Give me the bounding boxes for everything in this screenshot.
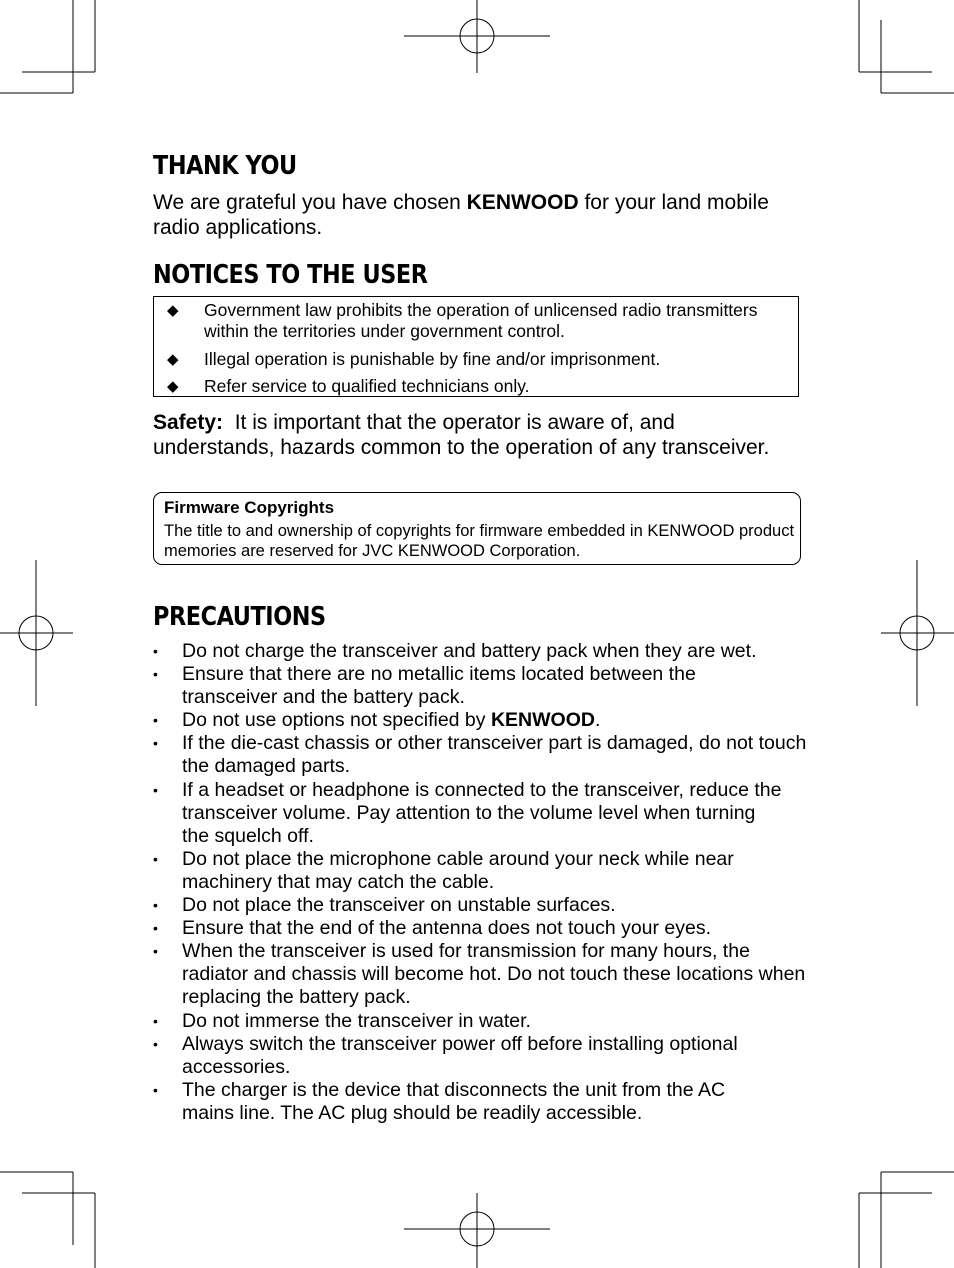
bullet-icon: • [153, 943, 158, 960]
bullet-icon: • [153, 850, 158, 867]
firmware-copyrights-box [153, 492, 801, 565]
list-item: • Do not place the transceiver on unstable surfaces. [153, 894, 616, 917]
bullet-icon: • [153, 1081, 158, 1098]
list-item: • Ensure that the end of the antenna does not touch your eyes. [153, 917, 712, 940]
list-item: • If the die-cast chassis or other transceiver part is damaged, do not touch the damaged parts. [153, 732, 807, 778]
thank-you-text: We are grateful you have chosen KENWOOD for your land mobile radio applications. [153, 191, 769, 239]
bullet-icon: • [153, 897, 158, 914]
notices-heading: NOTICES TO THE USER [153, 260, 428, 290]
bullet-icon: • [153, 666, 158, 683]
list-item: • Do not place the microphone cable around your neck while near machinery that may catch the cable. [153, 847, 734, 893]
list-item: • The charger is the device that disconnects the unit from the AC mains line. The AC plug should be readily accessible. [153, 1078, 726, 1124]
diamond-bullet-icon: ◆ [167, 302, 179, 319]
bullet-icon: • [153, 712, 158, 729]
bullet-icon: • [153, 643, 158, 659]
thank-you-heading: THANK YOU [153, 151, 297, 181]
list-item: • Always switch the transceiver power off before installing optional accessories. [153, 1032, 738, 1078]
firmware-text: The title to and ownership of copyrights for firmware embedded in KENWOOD product memories are reserved for JVC KENWOOD Corporation. [164, 522, 795, 560]
safety-paragraph: Safety: It is important that the operator is aware of, and understands, hazards common to the operation of any transceiver. [153, 411, 770, 459]
bullet-icon: • [153, 1012, 158, 1029]
notice-box: ◆ Government law prohibits the operation of unlicensed radio transmitters within the territories under government control. ◆ Illegal operation is punishable by fine and/or imprisonment. ◆ Refer service to qualified technicians only. [153, 296, 799, 397]
diamond-bullet-icon: ◆ [167, 378, 179, 395]
list-item: • Do not immerse the transceiver in water. [153, 1009, 531, 1032]
bullet-icon: • [153, 1035, 158, 1052]
firmware-title: Firmware Copyrights [164, 498, 335, 517]
brand-name: KENWOOD [490, 709, 595, 732]
list-item: • If a headset or headphone is connected to the transceiver, reduce the transceiver volume. Pay attention to the volume level when turning the squelch off. [153, 778, 782, 847]
brand-name: KENWOOD [466, 191, 579, 214]
list-item: • Do not charge the transceiver and battery pack when they are wet. [153, 640, 757, 662]
bullet-icon: • [153, 735, 158, 752]
bullet-icon: • [153, 920, 158, 937]
list-item: • When the transceiver is used for transmission for many hours, the radiator and chassis will become hot. Do not touch these locations when replacing the battery pack. [153, 940, 806, 1009]
list-item: • Do not use options not specified by KENWOOD. [153, 709, 601, 732]
precautions-heading: PRECAUTIONS [153, 602, 326, 632]
precautions-list [153, 640, 813, 1125]
bullet-icon: • [153, 781, 158, 798]
diamond-bullet-icon: ◆ [167, 351, 179, 368]
list-item: • Ensure that there are no metallic items located between the transceiver and the battery pack. [153, 663, 696, 709]
safety-label: Safety: [153, 411, 224, 434]
